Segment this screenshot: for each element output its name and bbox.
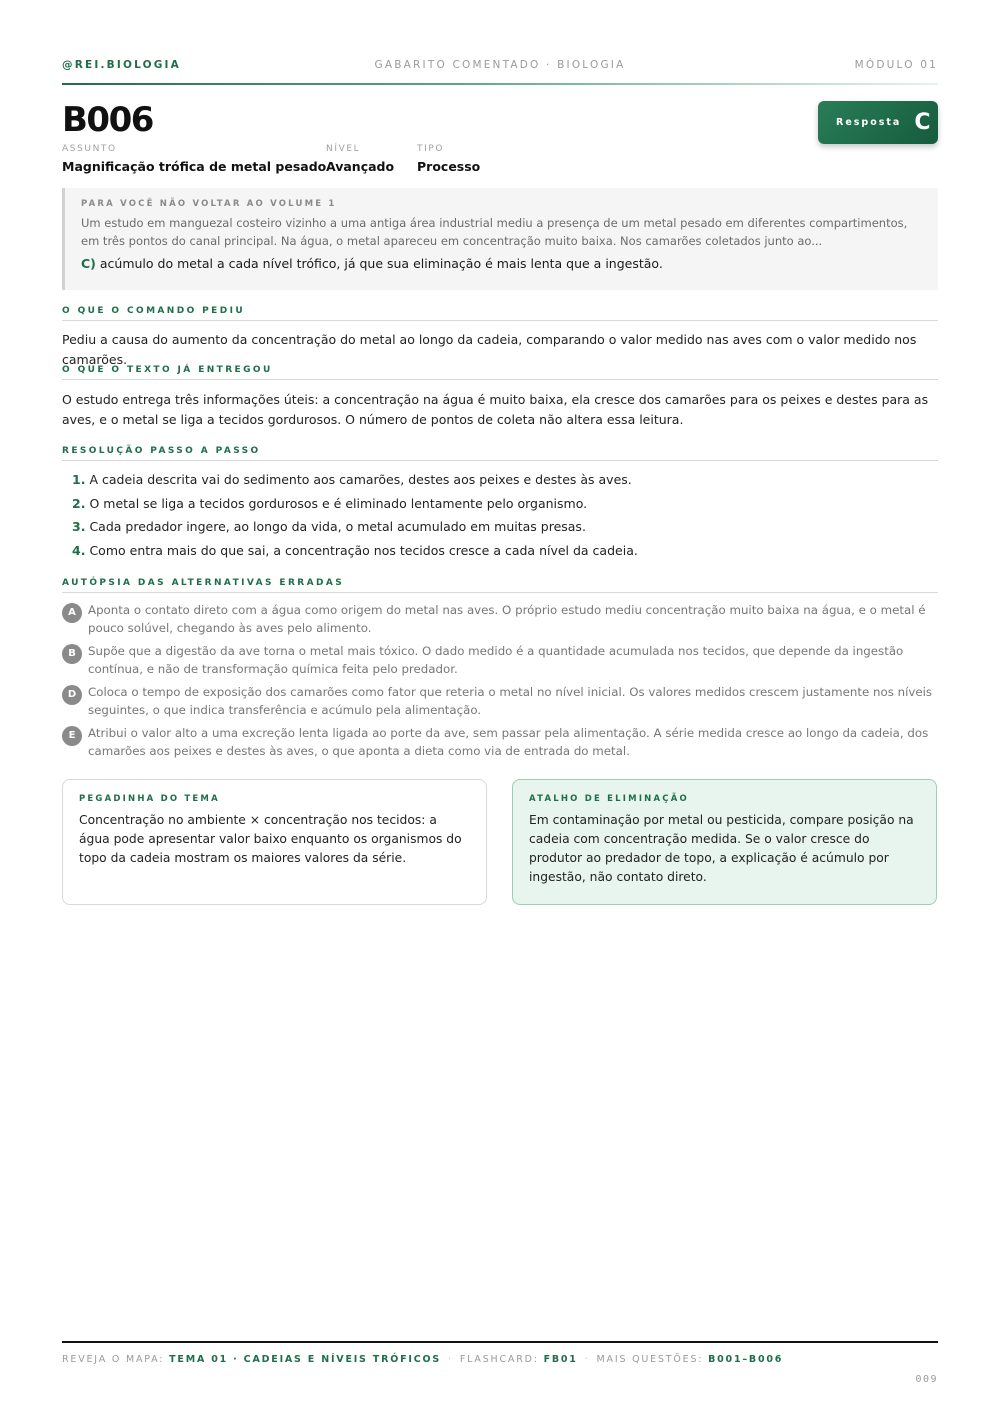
section-steps-title: RESOLUÇÃO PASSO A PASSO (62, 446, 938, 461)
alternative-letter-badge: A (62, 603, 82, 623)
step-item (72, 494, 932, 518)
shortcut-tip-text: Em contaminação por metal ou pesticida, compare posição na cadeia com concentração medida. Se o valor cresce do produtor ao predador de topo, a explicação é acúmulo por ingestão, não contato direto. (529, 813, 914, 884)
step-number: 2. (72, 495, 86, 511)
recap-box (62, 188, 938, 290)
page-number: 009 (915, 1374, 938, 1385)
alternative-letter-badge: D (62, 685, 82, 705)
footer-separator: · (584, 1354, 590, 1365)
meta-level-value: Avançado (326, 159, 395, 174)
wrong-alternative-text: Coloca o tempo de exposição dos camarões como fator que reteria o metal no nível inicial. Os valores medidos crescem justamente nos níveis seguintes, o que indica transferência e acúmulo pela alimentação. (88, 685, 933, 717)
footer-links (62, 1354, 938, 1365)
meta-type-label: TIPO (417, 144, 445, 154)
answer-letter: C (914, 110, 931, 135)
answer-badge[interactable] (818, 101, 938, 144)
step-number: 3. (72, 519, 86, 534)
step-text: Como entra mais do que sai, a concentração nos tecidos cresce a cada nível da cadeia. (89, 542, 638, 558)
answer-sheet-page (62, 0, 938, 1414)
wrong-alternative (62, 725, 938, 760)
question-id: B006 (62, 100, 153, 140)
steps-list (72, 470, 932, 564)
wrong-alternative-text: Atribui o valor alto a uma excreção lenta ligada ao porte da ave, sem passar pela alimentação. A série medida cresce ao longo da cadeia, dos camarões aos peixes e destes às aves, o que aponta a dieta como via de entrada do metal. (88, 726, 929, 758)
meta-level (326, 144, 394, 174)
footer-separator: · (448, 1354, 453, 1365)
footer-flashcard-label: FLASHCARD: (459, 1354, 539, 1365)
module-label: MÓDULO 01 (854, 59, 938, 71)
meta-subject-label: ASSUNTO (62, 144, 117, 154)
shortcut-tip-title: ATALHO DE ELIMINAÇÃO (529, 794, 689, 804)
recap-alt-letter: C) (81, 256, 96, 271)
footer-more-link[interactable]: B001–B006 (708, 1354, 784, 1365)
trap-tip-text: Concentração no ambiente × concentração nos tecidos: a água pode apresentar valor baixo enquanto os organismos do topo da cadeia mostram os maiores valores da série. (79, 813, 462, 865)
footer-divider (62, 1341, 938, 1343)
footer-map-link[interactable]: TEMA 01 · CADEIAS E NÍVEIS TRÓFICOS (169, 1354, 441, 1365)
recap-kicker: PARA VOCÊ NÃO VOLTAR AO VOLUME 1 (81, 199, 337, 209)
meta-subject-value: Magnificação trófica de metal pesado (62, 159, 327, 174)
recap-stem: Um estudo em manguezal costeiro vizinho a uma antiga área industrial mediu a presença de um metal pesado em diferentes compartimentos, em três pontos do canal principal. Na água, o metal apareceu em concentração muito baixa. Nos camarões coletados junto ao... (81, 216, 908, 248)
step-item (72, 541, 932, 565)
step-number: 4. (72, 542, 86, 558)
answer-label: Resposta (836, 117, 902, 128)
recap-alt-text: acúmulo do metal a cada nível trófico, já que sua eliminação é mais lenta que a ingestão. (99, 256, 663, 271)
shortcut-tip-box (512, 779, 937, 905)
footer-map-label: REVEJA O MAPA: (62, 1354, 165, 1365)
meta-subject (62, 144, 326, 174)
step-item (72, 517, 932, 541)
brand-handle[interactable]: @REI.BIOLOGIA (62, 59, 181, 71)
section-given-title: O QUE O TEXTO JÁ ENTREGOU (62, 365, 938, 380)
wrong-alternative (62, 684, 938, 719)
step-item (72, 470, 932, 494)
top-bar (62, 59, 938, 73)
meta-level-label: NÍVEL (326, 144, 361, 154)
section-asked-title: O QUE O COMANDO PEDIU (62, 306, 938, 321)
header-divider (62, 83, 938, 85)
trap-tip-title: PEGADINHA DO TEMA (79, 794, 220, 804)
wrong-alternative (62, 602, 938, 637)
step-text: Cada predador ingere, ao longo da vida, o metal acumulado em muitas presas. (89, 519, 586, 534)
alternative-letter-badge: B (62, 644, 82, 664)
footer-flashcard-link[interactable]: FB01 (543, 1354, 578, 1365)
step-text: A cadeia descrita vai do sedimento aos camarões, destes aos peixes e destes às aves. (89, 472, 632, 487)
wrong-alternative-text: Supõe que a digestão da ave torna o metal mais tóxico. O dado medido é a quantidade acumulada nos tecidos, que depende da ingestão contínua, e não de transformação química feita pelo predador. (88, 644, 904, 676)
sheet-title: GABARITO COMENTADO · BIOLOGIA (374, 59, 626, 71)
section-asked-text: Pediu a causa do aumento da concentração do metal ao longo da cadeia, comparando o valor medido nas aves com o valor medido nos camarões. (62, 332, 917, 367)
section-wrong-title: AUTÓPSIA DAS ALTERNATIVAS ERRADAS (62, 578, 938, 593)
wrong-alternative-text: Aponta o contato direto com a água como origem do metal nas aves. O próprio estudo mediu concentração muito baixa na água, e o metal é pouco solúvel, chegando às aves pelo alimento. (88, 603, 926, 635)
footer-more-label: MAIS QUESTÕES: (596, 1354, 704, 1365)
meta-type-value: Processo (417, 159, 481, 174)
section-given-text: O estudo entrega três informações úteis: a concentração na água é muito baixa, ela cresce dos camarões para os peixes e destes para as aves, e o metal se liga a tecidos gordurosos. O número de pontos de coleta não altera essa leitura. (62, 392, 929, 427)
step-number: 1. (72, 472, 86, 487)
alternative-letter-badge: E (62, 726, 82, 746)
trap-tip-box (62, 779, 487, 905)
meta-type (417, 144, 480, 174)
step-text: O metal se liga a tecidos gordurosos e é eliminado lentamente pelo organismo. (89, 495, 588, 511)
wrong-alternative (62, 643, 938, 678)
wrong-alternatives-list (62, 602, 938, 766)
recap-correct-alternative (81, 256, 922, 271)
